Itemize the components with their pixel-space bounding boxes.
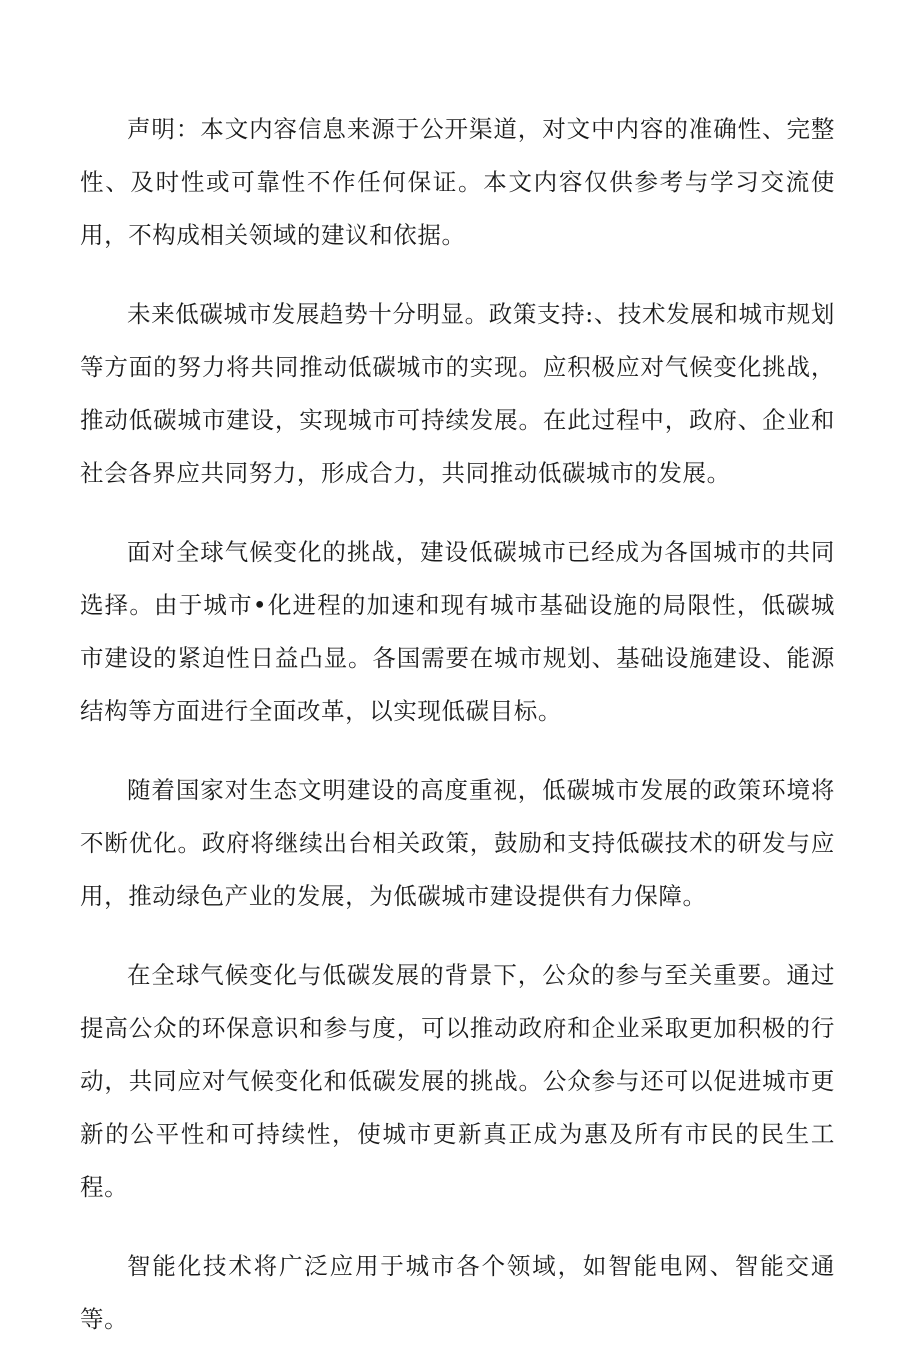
body-paragraph: 面对全球气候变化的挑战，建设低碳城市已经成为各国城市的共同选择。由于城市•化进程的加速和现有城市基础设施的局限性，低碳城市建设的紧迫性日益凸显。各国需要在城市规划、基础设施建设、能源结构等方面进行全面改革，以实现低碳目标。 xyxy=(80,538,835,725)
disclaimer-paragraph: 声明：本文内容信息来源于公开渠道，对文中内容的准确性、完整性、及时性或可靠性不作任何保证。本文内容仅供参考与学习交流使用，不构成相关领域的建议和依据。 xyxy=(80,115,835,249)
body-paragraph: 在全球气候变化与低碳发展的背景下，公众的参与至关重要。通过提高公众的环保意识和参与度，可以推动政府和企业采取更加积极的行动，共同应对气候变化和低碳发展的挑战。公众参与还可以促进城市更新的公平性和可持续性，使城市更新真正成为惠及所有市民的民生工程。 xyxy=(80,961,835,1201)
document-page xyxy=(80,103,835,1372)
body-paragraph: 随着国家对生态文明建设的高度重视，低碳城市发展的政策环境将不断优化。政府将继续出台相关政策，鼓励和支持低碳技术的研发与应用，推动绿色产业的发展，为低碳城市建设提供有力保障。 xyxy=(80,776,835,910)
body-paragraph: 未来低碳城市发展趋势十分明显。政策支持:、技术发展和城市规划等方面的努力将共同推动低碳城市的实现。应积极应对气候变化挑战，推动低碳城市建设，实现城市可持续发展。在此过程中，政府、企业和社会各界应共同努力，形成合力，共同推动低碳城市的发展。 xyxy=(80,300,835,487)
body-paragraph: 智能化技术将广泛应用于城市各个领域，如智能电网、智能交通等。 xyxy=(80,1252,835,1333)
